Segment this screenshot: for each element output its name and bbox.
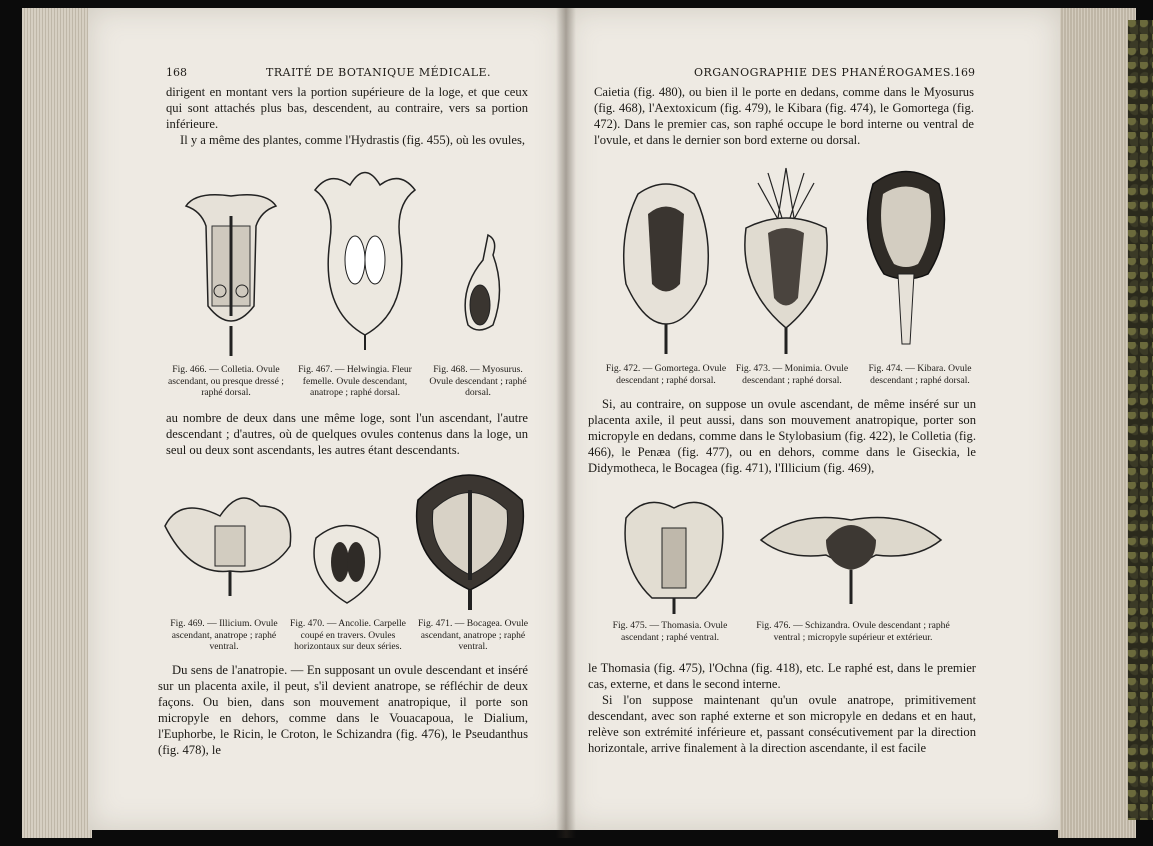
- paragraph: dirigent en montant vers la portion supérieure de la loge, et que ceux qui sont attachés plus bas, descendent, au contraire, vers sa portion inférieure.: [166, 85, 528, 131]
- figure-caption: Fig. 466. — Colletia. Ovule ascendant, ou presque dressé ; raphé dorsal.: [168, 364, 284, 398]
- left-page: [88, 8, 566, 830]
- paragraph: Caietia (fig. 480), ou bien il le porte en dedans, comme dans le Myosurus (fig. 468), l'Aextoxicum (fig. 479), le Kibara (fig. 474), le Gomortega (fig. 472). Dans le premier cas, son raphé occupe le bord interne ou ventral de l'ovule, et dans le dernier son bord externe ou dorsal.: [594, 85, 974, 147]
- figure-caption: Fig. 468. — Myosurus. Ovule descendant ; raphé dorsal.: [429, 364, 527, 398]
- running-head: ORGANOGRAPHIE DES PHANÉROGAMES.: [694, 66, 955, 79]
- figure-caption: Fig. 470. — Ancolie. Carpelle coupé en travers. Ovules horizontaux sur deux séries.: [290, 618, 406, 652]
- text-block: [166, 410, 528, 458]
- figure-476: [756, 500, 946, 604]
- marbled-cover: [1128, 20, 1153, 820]
- text-block: [594, 84, 974, 148]
- figure-466: [176, 186, 286, 356]
- paragraph: Il y a même des plantes, comme l'Hydrastis (fig. 455), où les ovules,: [180, 133, 526, 147]
- figure-467: [310, 160, 420, 350]
- text-block: [588, 396, 976, 476]
- text-block: [158, 662, 528, 758]
- paragraph: Du sens de l'anatropie. — En supposant un ovule descendant et inséré sur un placenta axile, il peut, s'il devient anatrope, se réfléchir de deux façons. Ou bien, dans son mouvement anatropique, il porte son micropyle en dehors, comme dans le Vouacapoua, le Dialium, l'Euphorbe, le Ricin, le Croton, le Schizandra (fig. 476), le Pseudanthus (fig. 478), le: [158, 663, 528, 757]
- figure-474: [858, 164, 954, 350]
- figure-caption: Fig. 475. — Thomasia. Ovule ascendant ; raphé ventral.: [612, 620, 728, 643]
- page-number: 168: [166, 66, 187, 79]
- figure-caption: Fig. 472. — Gomortega. Ovule descendant ; raphé dorsal.: [605, 363, 727, 386]
- figure-caption: Fig. 473. — Monimia. Ovule descendant ; raphé dorsal.: [735, 363, 849, 386]
- figure-473: [738, 158, 834, 354]
- figure-caption: Fig. 467. — Helwingia. Fleur femelle. Ovule descendant, anatrope ; raphé dorsal.: [298, 364, 412, 398]
- book-gutter: [556, 8, 576, 838]
- right-page-edges: [1058, 8, 1136, 838]
- paragraph: au nombre de deux dans une même loge, sont l'un ascendant, l'autre descendant ; d'autres, où de quelques ovules contenus dans la loge, un seul ou deux sont ascendants, les autres étant descendants.: [166, 411, 528, 457]
- paragraph: Si, au contraire, on suppose un ovule ascendant, de même inséré sur un placenta axile, il peut aussi, dans son mouvement anatropique, porter son micropyle en dedans, comme dans le Stylobasium (fig. 422), le Colletia (fig. 466), le Penæa (fig. 477), ou en dehors, comme dans le Giseckia, le Didymotheca, le Bocagea (fig. 471), l'Illicium (fig. 469),: [588, 397, 976, 475]
- figure-468: [458, 230, 508, 340]
- text-block: [166, 84, 528, 148]
- running-head: TRAITÉ DE BOTANIQUE MÉDICALE.: [266, 66, 492, 79]
- figure-471: [408, 460, 532, 610]
- right-page: [566, 8, 1060, 830]
- figure-caption: Fig. 471. — Bocagea. Ovule ascendant, anatrope ; raphé ventral.: [417, 618, 529, 652]
- figure-469: [160, 486, 300, 596]
- figure-472: [618, 174, 714, 354]
- page-number: 169: [954, 66, 975, 79]
- figure-caption: Fig. 476. — Schizandra. Ovule descendant ; raphé ventral ; micropyle supérieur et extérieur.: [756, 620, 950, 643]
- paragraph: le Thomasia (fig. 475), l'Ochna (fig. 418), etc. Le raphé est, dans le premier cas, externe, et dans le second interne.: [588, 661, 976, 691]
- figure-470: [306, 518, 388, 606]
- paragraph: Si l'on suppose maintenant qu'un ovule anatrope, primitivement descendant, avec son raphé externe et son micropyle en dedans et en haut, relève son extrémité inférieure et, passant consécutivement par la direction horizontale, arrive finalement à la direction ascendante, il est facile: [588, 693, 976, 755]
- text-block: [588, 660, 976, 756]
- figure-475: [616, 488, 732, 614]
- left-page-edges: [22, 8, 92, 838]
- figure-caption: Fig. 474. — Kibara. Ovule descendant ; raphé dorsal.: [868, 363, 972, 386]
- figure-caption: Fig. 469. — Illicium. Ovule ascendant, anatrope ; raphé ventral.: [170, 618, 278, 652]
